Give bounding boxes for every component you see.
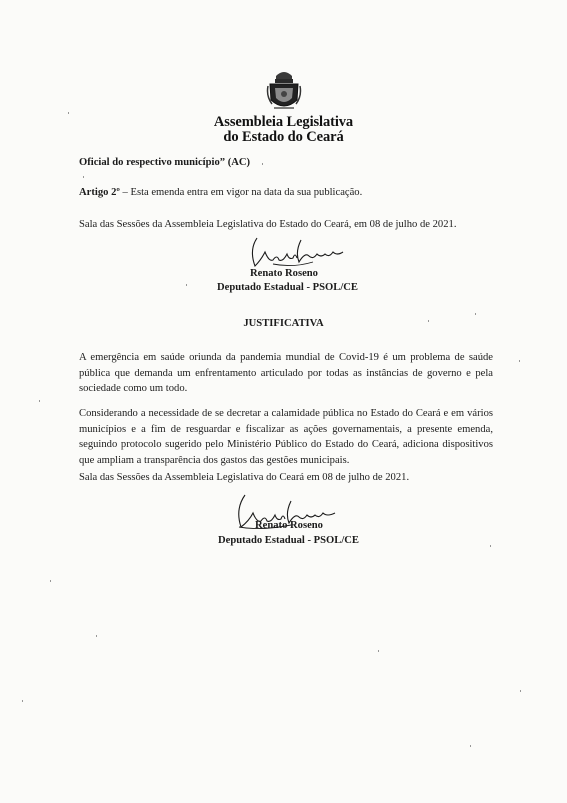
- scan-speck: [186, 284, 187, 286]
- org-name-line2: do Estado do Ceará: [223, 129, 344, 145]
- justificativa-paragraph-1: A emergência em saúde oriunda da pandemia mundial de Covid-19 é um problema de saúde pública que demanda um enfrentamento articulado por todas as instâncias de governo e pela sociedade como um todo.: [79, 352, 493, 394]
- artigo-label: Artigo 2º: [79, 187, 120, 198]
- sala-sessoes-line-1: Sala das Sessões da Assembleia Legislativa do Estado do Ceará, em 08 de julho de 2021.: [79, 219, 457, 230]
- scan-speck: [83, 176, 84, 178]
- scan-speck: [475, 313, 476, 315]
- scan-speck: [68, 112, 69, 114]
- coat-of-arms-icon: [266, 66, 302, 114]
- scan-speck: [39, 400, 40, 402]
- org-name-line1: Assembleia Legislativa: [213, 114, 354, 130]
- sala-sessoes-line-2: Sala das Sessões da Assembleia Legislativa do Ceará em 08 de julho de 2021.: [79, 472, 410, 483]
- signer-2-name: Renato Roseno: [255, 520, 323, 531]
- scan-speck: [22, 700, 23, 702]
- scan-speck: [470, 745, 471, 747]
- scan-speck: [428, 320, 429, 322]
- scan-speck: [378, 650, 379, 652]
- artigo-line: [79, 185, 362, 201]
- signer-2-role: Deputado Estadual - PSOL/CE: [218, 535, 359, 546]
- scan-speck: [520, 690, 521, 692]
- signer-1-name: Renato Roseno: [250, 268, 318, 279]
- justificativa-paragraph-2: Considerando a necessidade de se decretar a calamidade pública no Estado do Ceará e em vários municípios e a fim de resguardar e fiscalizar as ações governamentais, a presente emenda, seguindo protocolo sugerido pelo Ministério Público do Estado do Ceará, adiciona dispositivos que ampliam a transparência dos gastos das gestões municipais.: [79, 408, 493, 466]
- scan-speck: [50, 580, 51, 582]
- artigo-text: – Esta emenda entra em vigor na data da sua publicação.: [119, 187, 363, 198]
- signer-1-role: Deputado Estadual - PSOL/CE: [217, 282, 358, 293]
- scan-speck: [262, 163, 263, 165]
- scan-speck: [96, 635, 97, 637]
- scan-speck: [519, 360, 520, 362]
- scan-speck: [490, 545, 491, 547]
- justificativa-heading: JUSTIFICATIVA: [243, 318, 324, 329]
- oficial-line: Oficial do respectivo município” (AC): [79, 157, 251, 168]
